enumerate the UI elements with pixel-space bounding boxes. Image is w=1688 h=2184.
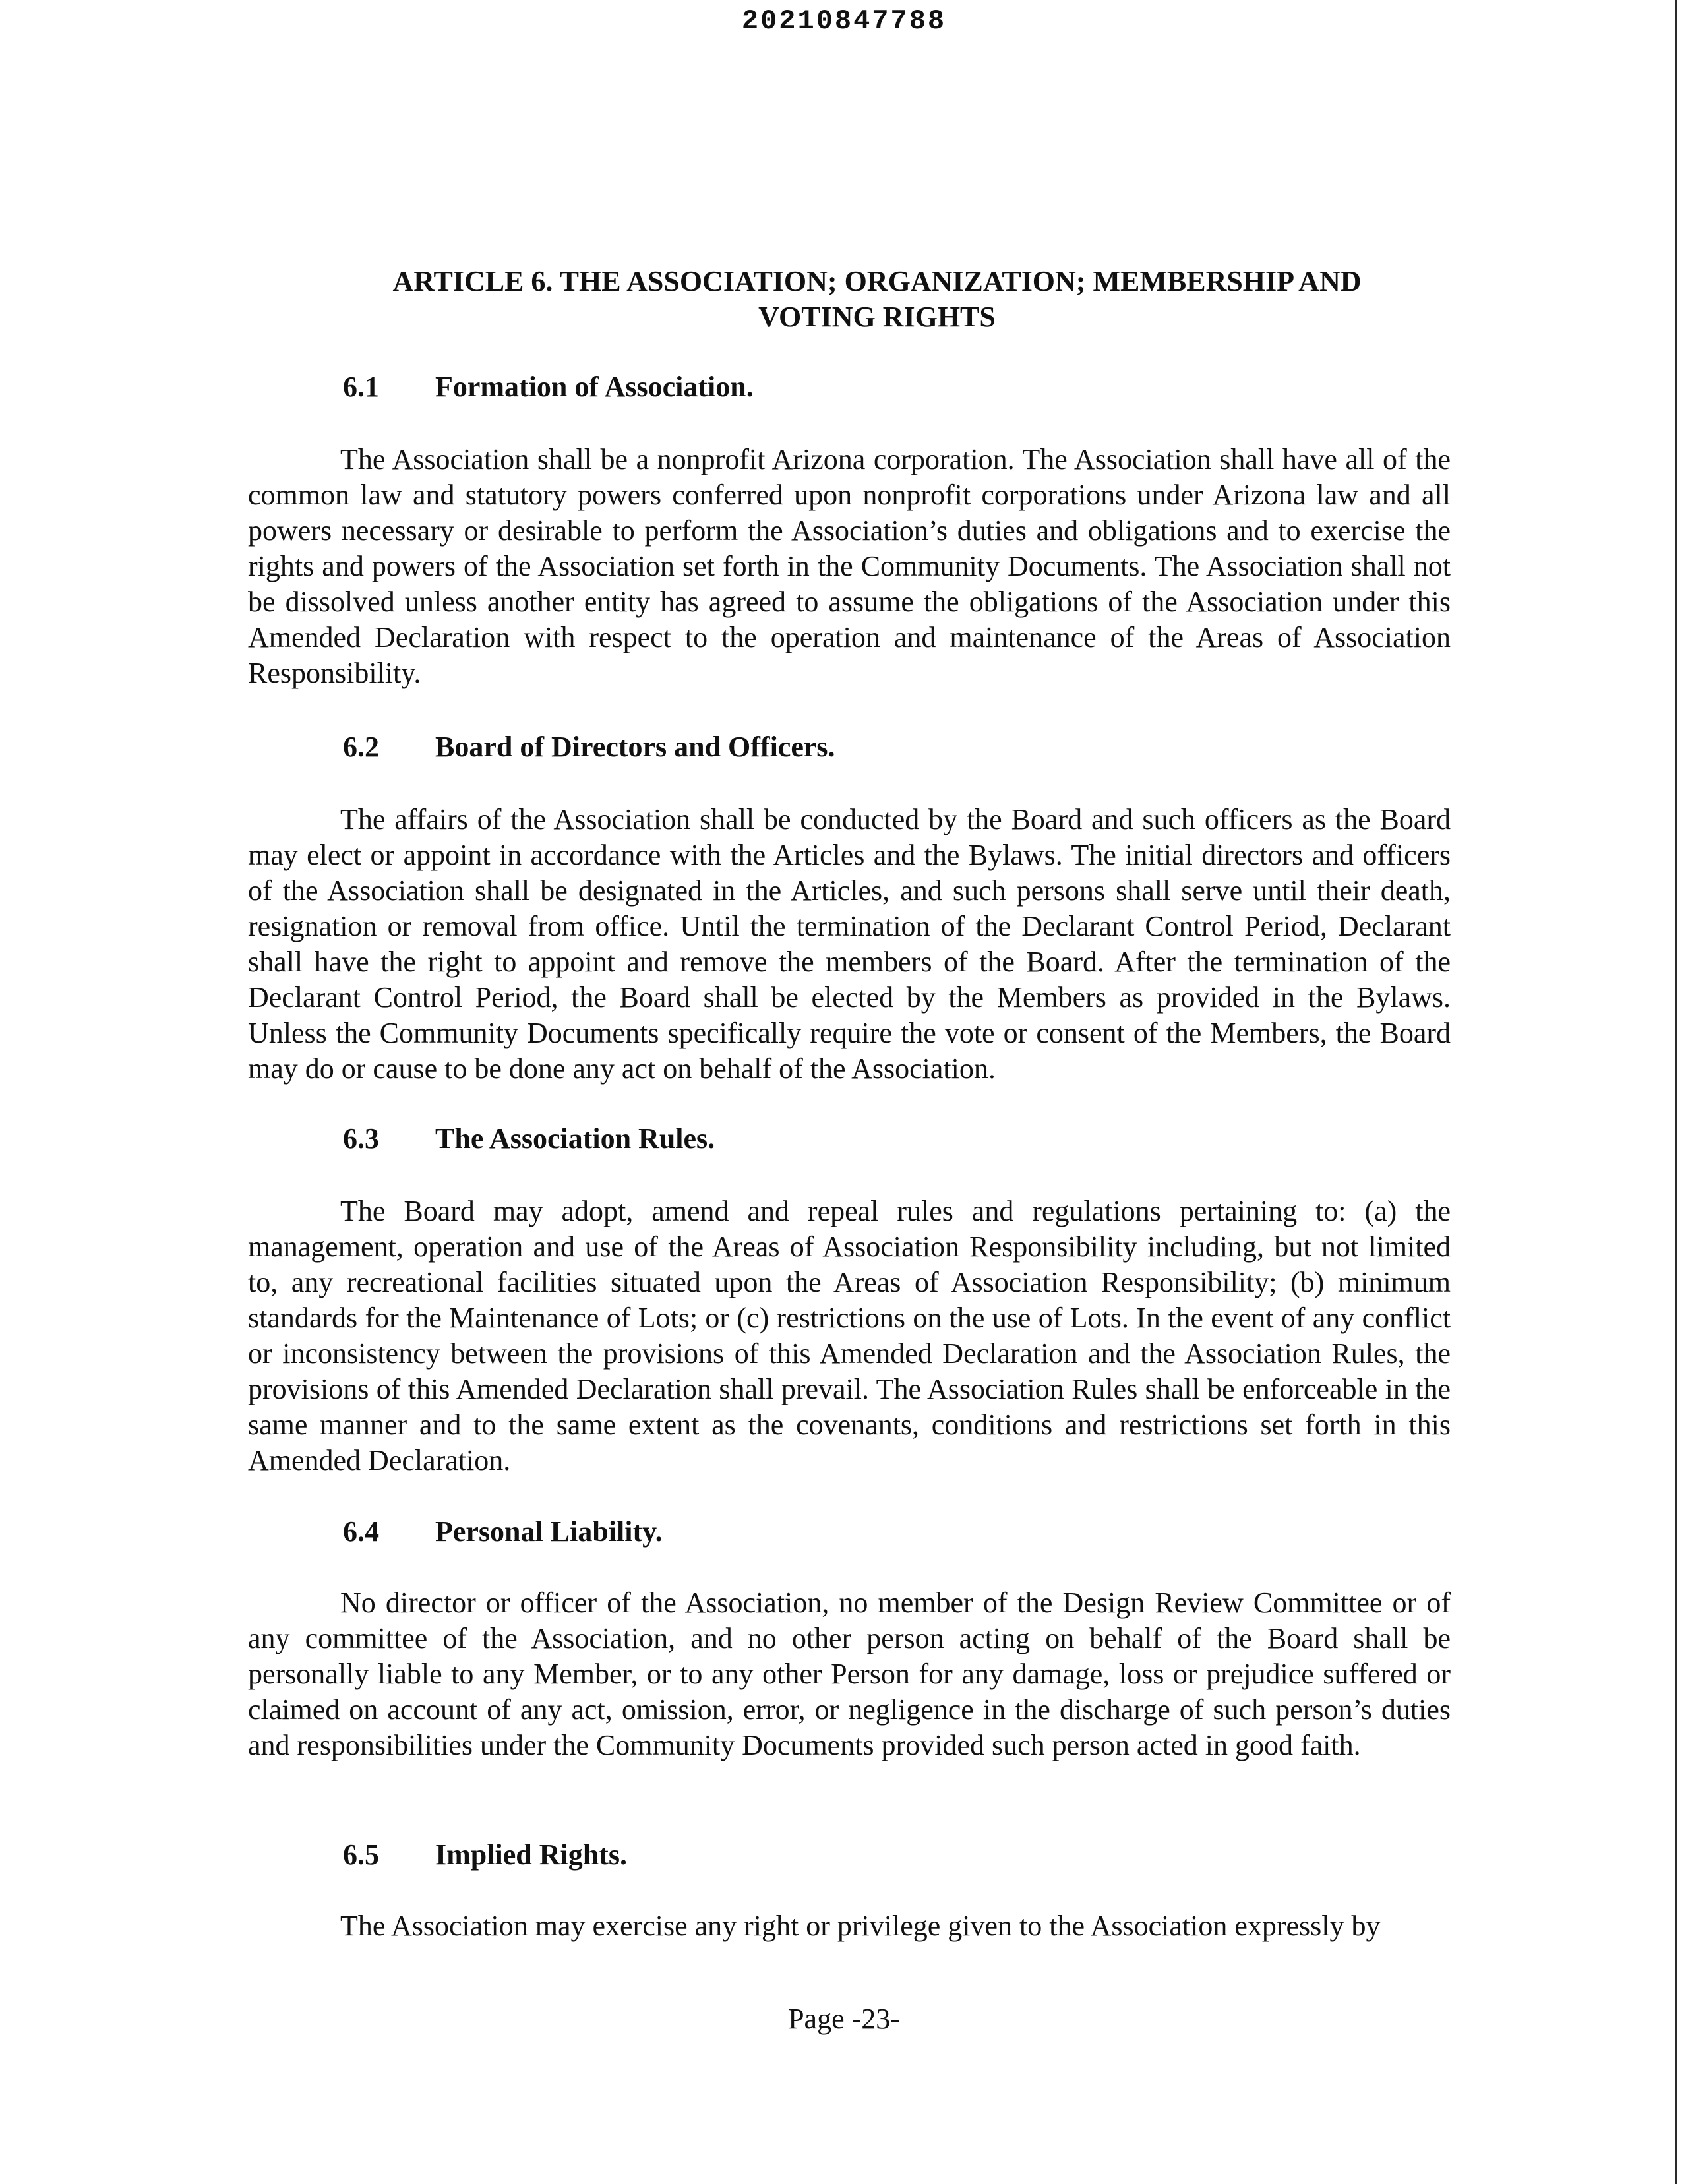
section-heading-6-5 <box>343 1837 627 1873</box>
section-title: Personal Liability. <box>435 1515 663 1548</box>
section-number: 6.2 <box>343 731 379 763</box>
section-title: Board of Directors and Officers. <box>435 731 835 763</box>
page-number: Page -23- <box>788 2003 900 2035</box>
section-body-6-5: The Association may exercise any right or privilege given to the Association expressly by <box>340 1910 1381 1942</box>
recording-number: 20210847788 <box>741 5 947 37</box>
page-edge-rule <box>1675 0 1677 2184</box>
section-title: The Association Rules. <box>435 1122 715 1155</box>
article-title-line-2: VOTING RIGHTS <box>758 301 996 333</box>
article-title <box>251 264 1503 335</box>
article-title-line-1: ARTICLE 6. THE ASSOCIATION; ORGANIZATION; MEMBERSHIP AND <box>392 265 1362 297</box>
section-heading-6-3 <box>343 1121 715 1157</box>
section-heading-6-4 <box>343 1514 663 1550</box>
section-body-6-4: No director or officer of the Association, no member of the Design Review Committee or of any committee of the Association, and no other person acting on behalf of the Board shall be personally liable to any Member, or to any other Person for any damage, loss or prejudice suffered or claimed on account of any act, omission, error, or negligence in the discharge of such person’s duties and responsibilities under the Community Documents provided such person acted in good faith. <box>248 1587 1451 1761</box>
section-title: Implied Rights. <box>435 1838 627 1871</box>
section-number: 6.1 <box>343 371 379 403</box>
section-body-6-1: The Association shall be a nonprofit Arizona corporation. The Association shall have all of the common law and statutory powers conferred upon nonprofit corporations under Arizona law and all powers necessary or desirable to perform the Association’s duties and obligations and to exercise the rights and powers of the Association set forth in the Community Documents. The Association shall not be dissolved unless another entity has agreed to assume the obligations of the Association under this Amended Declaration with respect to the operation and maintenance of the Areas of Association Responsibility. <box>248 443 1451 689</box>
section-number: 6.5 <box>343 1838 379 1871</box>
section-body-6-2: The affairs of the Association shall be conducted by the Board and such officers as the Board may elect or appoint in accordance with the Articles and the Bylaws. The initial directors and officers of the Association shall be designated in the Articles, and such persons shall serve until their death, resignation or removal from office. Until the termination of the Declarant Control Period, Declarant shall have the right to appoint and remove the members of the Board. After the termination of the Declarant Control Period, the Board shall be elected by the Members as provided in the Bylaws. Unless the Community Documents specifically require the vote or consent of the Members, the Board may do or cause to be done any act on behalf of the Association. <box>248 803 1451 1085</box>
section-body-6-3: The Board may adopt, amend and repeal rules and regulations pertaining to: (a) the management, operation and use of the Areas of Association Responsibility including, but not limited to, any recreational facilities situated upon the Areas of Association Responsibility; (b) minimum standards for the Maintenance of Lots; or (c) restrictions on the use of Lots. In the event of any conflict or inconsistency between the provisions of this Amended Declaration and the Association Rules, the provisions of this Amended Declaration shall prevail. The Association Rules shall be enforceable in the same manner and to the same extent as the covenants, conditions and restrictions set forth in this Amended Declaration. <box>248 1195 1451 1476</box>
section-heading-6-2 <box>343 729 835 765</box>
section-number: 6.4 <box>343 1515 379 1548</box>
section-title: Formation of Association. <box>435 371 754 403</box>
section-number: 6.3 <box>343 1122 379 1155</box>
section-heading-6-1 <box>343 369 754 405</box>
